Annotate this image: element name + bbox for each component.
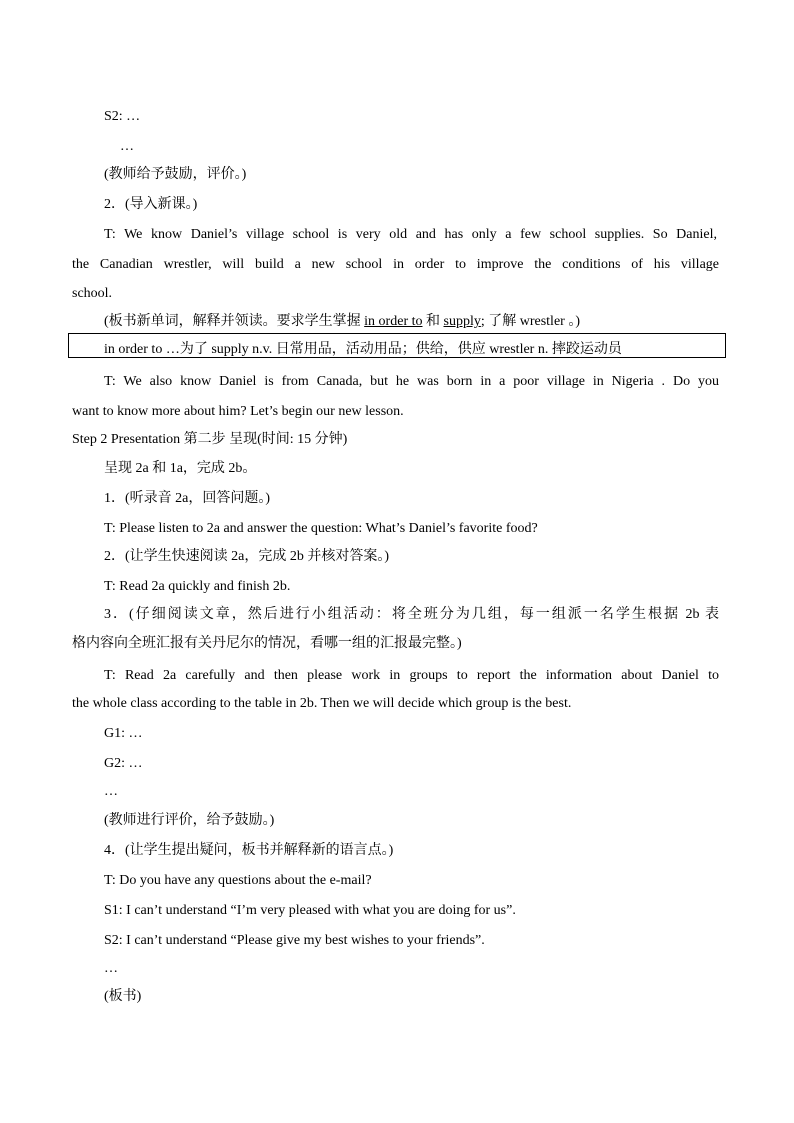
board-note-suffix: ; 了解 wrestler 。) bbox=[480, 314, 580, 329]
task-2: 2．(让学生快速阅读 2a，完成 2b 并核对答案。) bbox=[104, 549, 390, 564]
task-3-line-2: 格内容向全班汇报有关丹尼尔的情况，看哪一组的汇报最完整。) bbox=[72, 636, 462, 651]
teacher-listen-question: T: Please listen to 2a and answer the question: What’s Daniel’s favorite food? bbox=[104, 521, 538, 536]
teacher-village-line-1: T: We know Daniel’s village school is very old and has only a few school supplies. So Daniel, bbox=[104, 227, 717, 242]
ellipsis-bottom: … bbox=[104, 961, 118, 976]
group-2-report: G2: … bbox=[104, 756, 143, 771]
teacher-canada-line-1: T: We also know Daniel is from Canada, but he was born in a poor village in Nigeria . Do you bbox=[104, 374, 719, 389]
ellipsis-mid: … bbox=[104, 784, 118, 799]
teacher-canada-line-2: want to know more about him? Let’s begin our new lesson. bbox=[72, 404, 404, 419]
teacher-read-quickly: T: Read 2a quickly and finish 2b. bbox=[104, 579, 291, 594]
teacher-praise-note: (教师给予鼓励，评价。) bbox=[104, 167, 247, 182]
board-note-prefix: (板书新单词，解释并领读。要求学生掌握 bbox=[104, 314, 365, 329]
student-1-question: S1: I can’t understand “I’m very pleased with what you are doing for us”. bbox=[104, 903, 516, 918]
teacher-read-carefully-line-1: T: Read 2a carefully and then please work in groups to report the information about Daniel to bbox=[104, 668, 719, 683]
teacher-read-carefully-line-2: the whole class according to the table in 2b. Then we will decide which group is the best. bbox=[72, 696, 572, 711]
step2-heading: Step 2 Presentation 第二步 呈现(时间: 15 分钟) bbox=[72, 432, 348, 447]
student-2-question: S2: I can’t understand “Please give my best wishes to your friends”. bbox=[104, 933, 485, 948]
step-new-lesson: 2．(导入新课。) bbox=[104, 197, 198, 212]
task-4: 4．(让学生提出疑问，板书并解释新的语言点。) bbox=[104, 843, 394, 858]
present-instruction: 呈现 2a 和 1a，完成 2b。 bbox=[104, 461, 257, 476]
teacher-village-line-2: the Canadian wrestler, will build a new school in order to improve the conditions of his village bbox=[72, 257, 719, 272]
teacher-evaluation-note: (教师进行评价，给予鼓励。) bbox=[104, 813, 275, 828]
group-1-report: G1: … bbox=[104, 726, 143, 741]
key-phrase-in-order-to: in order to bbox=[364, 314, 423, 329]
ellipsis-top: … bbox=[120, 139, 134, 154]
teacher-village-line-3: school. bbox=[72, 286, 113, 301]
teacher-questions: T: Do you have any questions about the e-mail? bbox=[104, 873, 372, 888]
board-label: (板书) bbox=[104, 989, 142, 1004]
dialogue-s2-top: S2: … bbox=[104, 109, 141, 124]
vocabulary-box-text: in order to …为了 supply n.v. 日常用品，活动用品；供给，供应 wrestler n. 摔跤运动员 bbox=[104, 342, 622, 357]
task-1: 1．(听录音 2a，回答问题。) bbox=[104, 491, 271, 506]
board-note-conj: 和 bbox=[422, 314, 444, 329]
board-note bbox=[104, 313, 580, 331]
key-word-supply: supply bbox=[443, 314, 481, 329]
task-3-line-1: 3．(仔细阅读文章，然后进行小组活动：将全班分为几组，每一组派一名学生根据 2b 表 bbox=[104, 607, 719, 622]
